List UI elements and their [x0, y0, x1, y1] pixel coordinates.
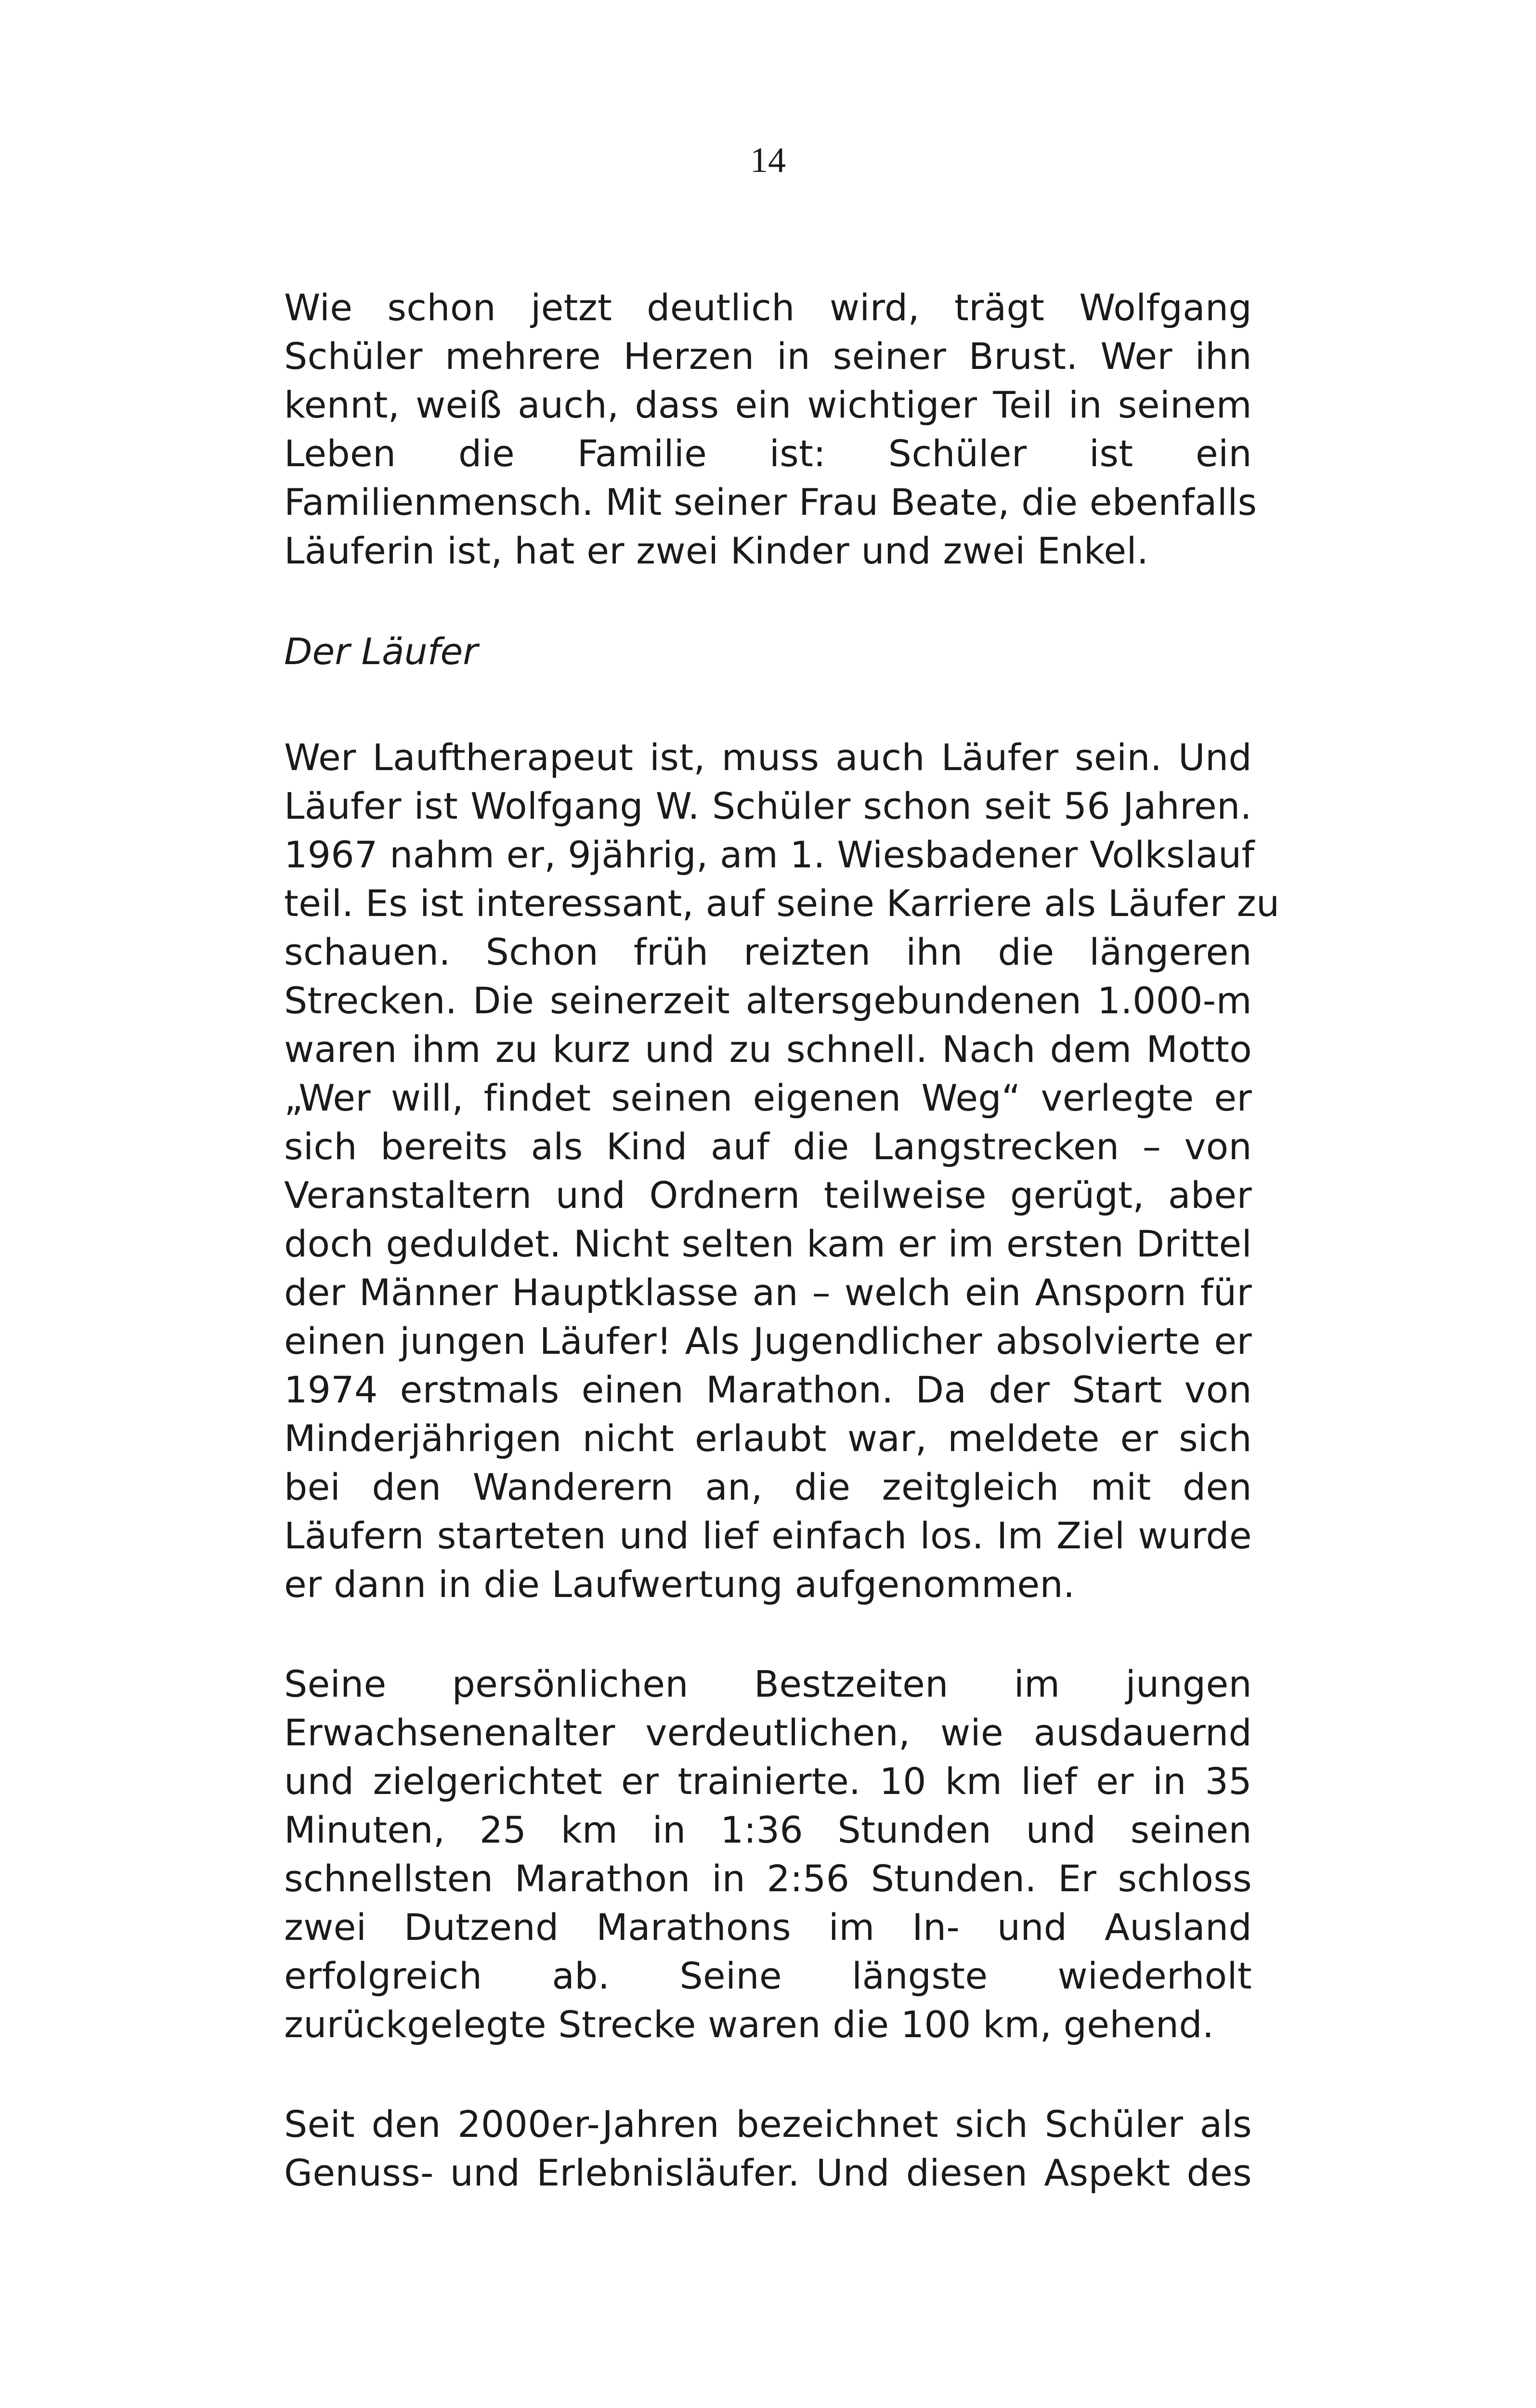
text-line: 1967 nahm er, 9jährig, am 1. Wiesbadener Volkslauf [284, 833, 1255, 876]
text-line: Seit den 2000er-Jahren bezeichnet sich Schüler als [284, 2103, 1252, 2146]
text-line: Wie schon jetzt deutlich wird, trägt Wolfgang [284, 286, 1252, 329]
text-line: er dann in die Laufwertung aufgenommen. [284, 1563, 1075, 1606]
section-heading: Der Läufer [284, 630, 478, 673]
text-line: und zielgerichtet er trainierte. 10 km lief er in 35 [284, 1760, 1252, 1803]
text-line: einen jungen Läufer! Als Jugendlicher absolvierte er [284, 1320, 1252, 1362]
text-line: Minuten, 25 km in 1:36 Stunden und seinen [284, 1808, 1252, 1851]
text-line: zurückgelegte Strecke waren die 100 km, gehend. [284, 2003, 1214, 2046]
text-line: Schüler mehrere Herzen in seiner Brust. Wer ihn [284, 335, 1252, 378]
text-line: Wer Lauftherapeut ist, muss auch Läufer sein. Und [284, 736, 1252, 779]
text-line: schauen. Schon früh reizten ihn die längeren [284, 930, 1252, 973]
paragraph-best-times [284, 1660, 1252, 2049]
paragraph-runner-career [284, 733, 1280, 1609]
text-line: Genuss- und Erlebnisläufer. Und diesen Aspekt des [284, 2151, 1252, 2194]
text-line: kennt, weiß auch, dass ein wichtiger Teil in seinem [284, 383, 1252, 426]
paragraph-experience-runner [284, 2100, 1252, 2197]
text-line: Erwachsenenalter verdeutlichen, wie ausdauernd [284, 1711, 1252, 1754]
text-line: Seine persönlichen Bestzeiten im jungen [284, 1662, 1252, 1705]
text-line: waren ihm zu kurz und zu schnell. Nach dem Motto [284, 1028, 1252, 1071]
text-line: Familienmensch. Mit seiner Frau Beate, die ebenfalls [284, 481, 1257, 523]
text-line: erfolgreich ab. Seine längste wiederholt [284, 1954, 1252, 1997]
text-line: sich bereits als Kind auf die Langstrecken – von [284, 1125, 1252, 1168]
text-line: schnellsten Marathon in 2:56 Stunden. Er schloss [284, 1857, 1252, 1900]
text-line: 1974 erstmals einen Marathon. Da der Start von [284, 1368, 1252, 1411]
text-line: Leben die Familie ist: Schüler ist ein [284, 432, 1252, 475]
page-number: 14 [750, 141, 786, 180]
text-line: zwei Dutzend Marathons im In- und Ausland [284, 1906, 1252, 1949]
text-line: Läufer ist Wolfgang W. Schüler schon seit 56 Jahren. [284, 785, 1252, 827]
text-line: teil. Es ist interessant, auf seine Karriere als Läufer zu [284, 882, 1280, 925]
text-line: Veranstaltern und Ordnern teilweise gerügt, aber [284, 1174, 1252, 1217]
text-line: der Männer Hauptklasse an – welch ein Ansporn für [284, 1271, 1252, 1314]
text-line: Läufern starteten und lief einfach los. Im Ziel wurde [284, 1514, 1252, 1557]
paragraph-family [284, 283, 1257, 575]
text-line: Läuferin ist, hat er zwei Kinder und zwei Enkel. [284, 529, 1149, 572]
text-line: Strecken. Die seinerzeit altersgebundenen 1.000-m [284, 979, 1252, 1022]
text-line: doch geduldet. Nicht selten kam er im ersten Drittel [284, 1222, 1252, 1265]
text-line: Minderjährigen nicht erlaubt war, meldete er sich [284, 1417, 1252, 1460]
text-line: „Wer will, findet seinen eigenen Weg“ verlegte er [284, 1076, 1252, 1119]
text-line: bei den Wanderern an, die zeitgleich mit den [284, 1466, 1252, 1508]
